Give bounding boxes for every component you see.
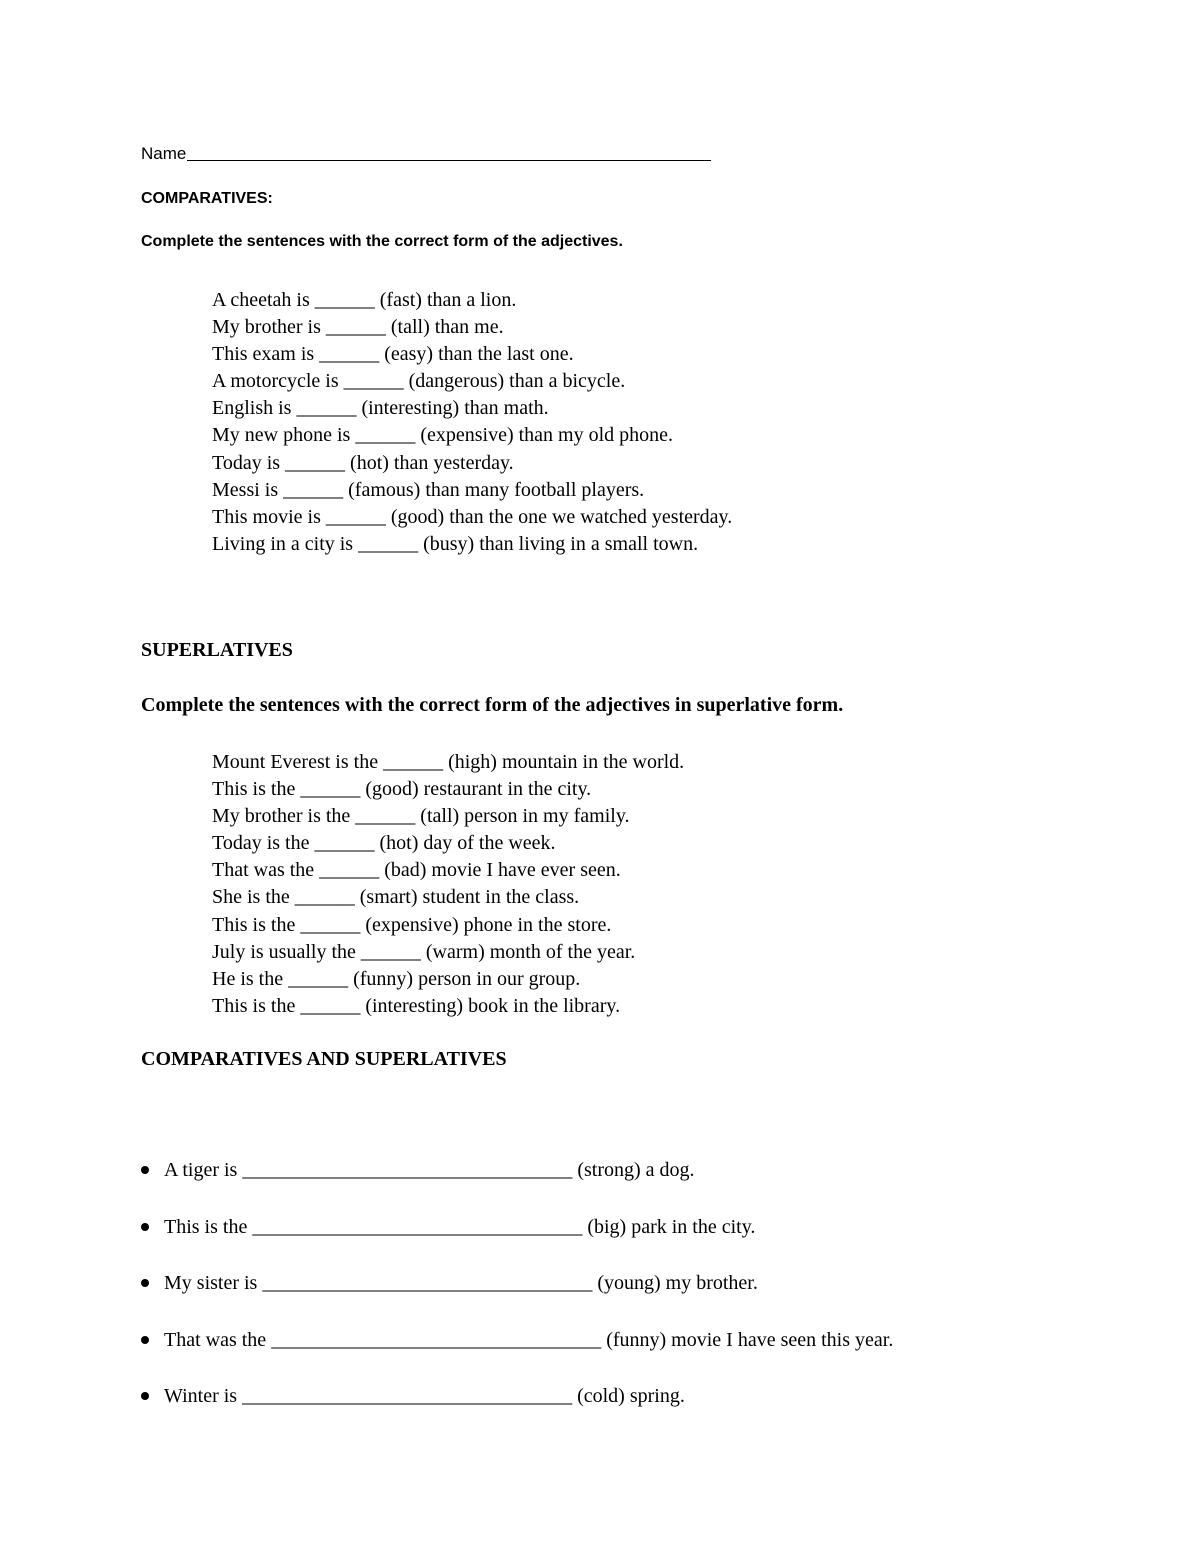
superlatives-instruction: Complete the sentences with the correct form of the adjectives in superlative form.: [141, 694, 844, 716]
comparatives-instruction: Complete the sentences with the correct form of the adjectives.: [141, 233, 623, 250]
name-label: Name: [141, 144, 187, 163]
name-field: [141, 144, 711, 164]
bullet-icon: [141, 1392, 149, 1400]
mixed-heading: COMPARATIVES AND SUPERLATIVES: [141, 1048, 507, 1070]
bullet-icon: [141, 1279, 149, 1287]
superlatives-heading: SUPERLATIVES: [141, 639, 293, 661]
comparatives-heading: COMPARATIVES:: [141, 190, 273, 207]
bullet-icon: [141, 1223, 149, 1231]
worksheet-page: Name COMPARATIVES: Complete the sentences with the correct form of the adjectives. A cheetah is ______ (fast) than a lion. My brother is ______ (tall) than me. This exam is ______ (easy) than the last one. A motorcycle is ______ (dangerous) than a bicycle. English is ______ (interesting) than math. My new phone is ______ (expensive) than my old phone. Today is ______ (hot) than yesterday. Messi is ______ (famous) than many football players. This movie is ______ (good) than the one we watched yesterday. Living in a city is ______ (busy) than living in a small town. SUPERLATIVES Complete the sentences with the correct form of the adjectives in superlative form. Mount Everest is the ______ (high) mountain in the world. This is the ______ (good) restaurant in the city. My brother is the ______ (tall) person in my family. Today is the ______ (hot) day of the week. That was the ______ (bad) movie I have ever seen. She is the ______ (smart) student in the class. This is the ______ (expensive) phone in the store. July is usually the ______ (warm) month of the year. He is the ______ (funny) person in our group. This is the ______ (interesting) book in the library. COMPARATIVES AND SUPERLATIVES A tiger is _________________________________ (strong) a dog. This is the _________________________________ (big) park in the city. My sister is _________________________________ (young) my brother. That was the _________________________________ (funny) movie I have seen this year. Winter is _________________________________ (cold) spring.: [141, 144, 894, 1407]
bullet-icon: [141, 1166, 149, 1174]
bullet-icon: [141, 1336, 149, 1344]
name-blank-line: [187, 160, 711, 161]
